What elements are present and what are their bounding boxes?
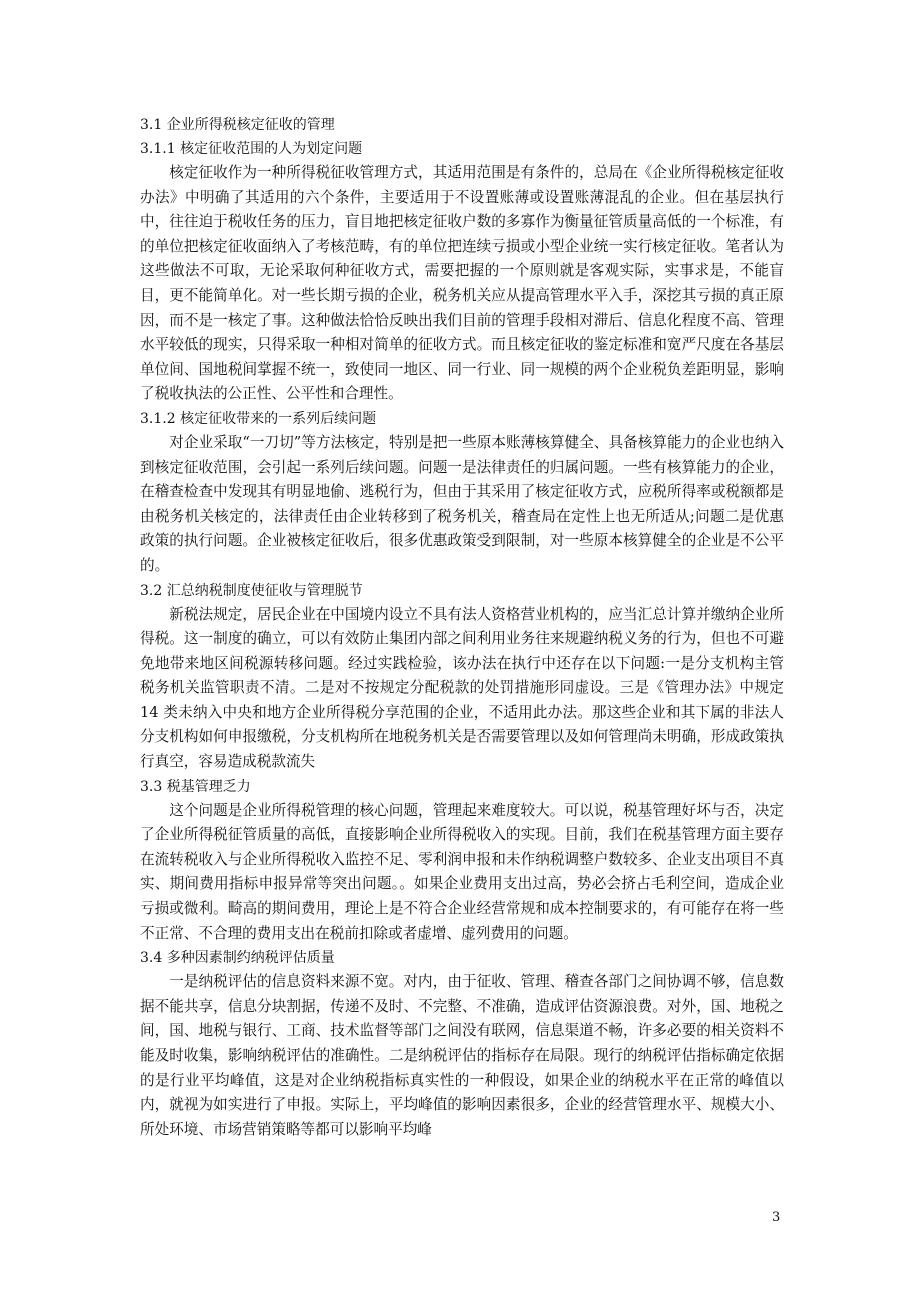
heading-3-3: 3.3 税基管理乏力 [140, 778, 251, 795]
page-number: 3 [772, 1210, 781, 1225]
heading-3-1-2: 3.1.2 核定征收带来的一系列后续问题 [140, 410, 377, 427]
heading-3-1-1: 3.1.1 核定征收范围的人为划定问题 [140, 141, 363, 157]
document-body [140, 113, 784, 1142]
paragraph-3-3: 这个问题是企业所得税管理的核心问题，管理起来难度较大。可以说，税基管理好坏与否，决定了企业所得税征管质量的高低，直接影响企业所得税收入的实现。目前，我们在税基管理方面主要存在流转税收入与企业所得税收入监控不足、零利润申报和未作纳税调整户数较多、企业支出项目不真实、期间费用指标申报异常等突出问题。。如果企业费用支出过高，势必会挤占毛利空间，造成企业亏损或微利。畸高的期间费用，理论上是不符合企业经营常规和成本控制要求的，有可能存在将一些不正常、不合理的费用支出在税前扣除或者虚增、虚列费用的问题。 [140, 801, 784, 942]
paragraph-3-1-2: 对企业采取“一刀切”等方法核定，特别是把一些原本账薄核算健全、具备核算能力的企业也纳入到核定征收范围，会引起一系列后续问题。问题一是法律责任的归属问题。一些有核算能力的企业，在稽查检查中发现其有明显地偷、逃税行为，但由于其采用了核定征收方式，应税所得率或税额都是由税务机关核定的，法律责任由企业转移到了税务机关，稽查局在定性上也无所适从;问题二是优惠政策的执行问题。企业被核定征收后，很多优惠政策受到限制，对一些原本核算健全的企业是不公平的。 [140, 433, 784, 574]
paragraph-3-1-1: 核定征收作为一种所得税征收管理方式，其适用范围是有条件的，总局在《企业所得税核定征收办法》中明确了其适用的六个条件，主要适用于不设置账薄或设置账薄混乱的企业。但在基层执行中，往往迫于税收任务的压力，盲目地把核定征收户数的多寡作为衡量征管质量高低的一个标准，有的单位把核定征收面纳入了考核范畴，有的单位把连续亏损或小型企业统一实行核定征收。笔者认为这些做法不可取，无论采取何种征收方式，需要把握的一个原则就是客观实际，实事求是，不能盲目，更不能简单化。对一些长期亏损的企业，税务机关应从提高管理水平入手，深挖其亏损的真正原因，而不是一核定了事。这种做法恰恰反映出我们目前的管理手段相对滞后、信息化程度不高、管理水平较低的现实，只得采取一种相对简单的征收方式。而且核定征收的鉴定标准和宽严尺度在各基层单位间、国地税间掌握不统一，致使同一地区、同一行业、同一规模的两个企业税负差距明显，影响了税收执法的公正性、公平性和合理性。 [140, 164, 784, 403]
heading-3-4: 3.4 多种因素制约纳税评估质量 [140, 950, 335, 967]
paragraph-3-4: 一是纳税评估的信息资料来源不宽。对内，由于征收、管理、稽查各部门之间协调不够，信息数据不能共享，信息分块割据，传递不及时、不完整、不准确，造成评估资源浪费。对外，国、地税之间，国、地税与银行、工商、技术监督等部门之间没有联网，信息渠道不畅，许多必要的相关资料不能及时收集，影响纳税评估的准确性。二是纳税评估的指标存在局限。现行的纳税评估指标确定依据的是行业平均峰值，这是对企业纳税指标真实性的一种假设，如果企业的纳税水平在正常的峰值以内，就视为如实进行了申报。实际上，平均峰值的影响因素很多，企业的经营管理水平、规模大小、所处环境、市场营销策略等都可以影响平均峰 [140, 973, 784, 1138]
paragraph-3-2: 新税法规定，居民企业在中国境内设立不具有法人资格营业机构的，应当汇总计算并缴纳企业所得税。这一制度的确立，可以有效防止集团内部之间利用业务往来规避纳税义务的行为，但也不可避免地带来地区间税源转移问题。经过实践检验，该办法在执行中还存在以下问题:一是分支机构主管税务机关监管职责不清。二是对不按规定分配税款的处罚措施形同虚设。三是《管理办法》中规定 14 类未纳入中央和地方企业所得税分享范围的企业，不适用此办法。那这些企业和其下属的非法人分支机构如何申报缴税，分支机构所在地税务机关是否需要管理以及如何管理尚未明确，形成政策执行真空，容易造成税款流失 [140, 605, 784, 771]
heading-3-2: 3.2 汇总纳税制度使征收与管理脱节 [140, 582, 363, 599]
heading-3-1: 3.1 企业所得税核定征收的管理 [140, 117, 335, 133]
